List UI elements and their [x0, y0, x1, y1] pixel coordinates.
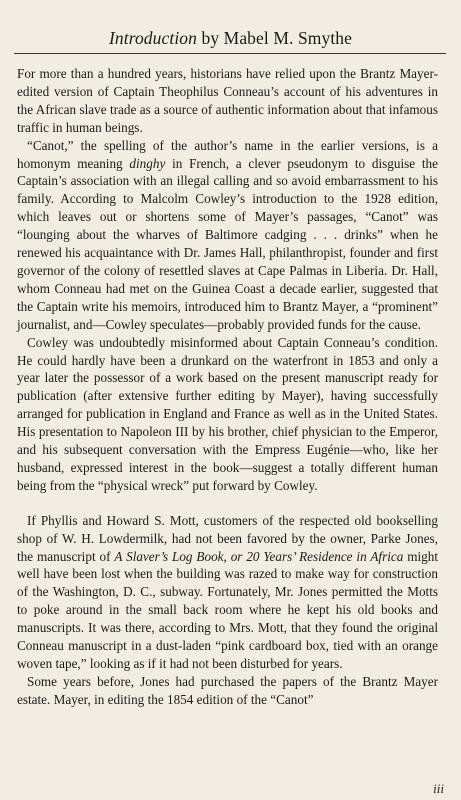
- text-run: in French, a clever pseudonym to disguise the Captain’s association with an illegal calling and so avoid embarrassment to his family. According to Malcolm Cowley’s introduction to the 1928 edition, which leaves out or shortens some of Mayer’s passages, “Canot” was “lounging about the wharves of Baltimore cadging . . . drinks” when he renewed his acquaintance with Dr. James Hall, philanthropist, founder and first governor of the colony of resettled slaves at Cape Palmas in Liberia. Dr. Hall, whom Conneau had met on the Guinea Coast a decade earlier, suggested that the Captain write his memoirs, introduced him to Brantz Mayer, a “prominent” journalist, and—Cowley speculates—probably provided funds for the cause.: [17, 155, 438, 332]
- paragraph: [17, 512, 438, 673]
- text-run: For more than a hundred years, historians have relied upon the Brantz Mayer-edited version of Captain Theophilus Conneau’s account of his adventures in the African slave trade as a source of authentic information about that infamous traffic in human beings.: [17, 66, 438, 135]
- page-number: iii: [433, 781, 444, 796]
- paragraph: [17, 334, 438, 495]
- paragraph: [17, 673, 438, 709]
- heading-byline: by Mabel M. Smythe: [201, 28, 353, 48]
- paragraph: [17, 65, 438, 137]
- text-run: If Phyllis and Howard S. Mott, customers of the respected old bookselling shop of W. H. Lowdermilk, had not been favored by the owner, Parke Jones, the manuscript of: [17, 512, 438, 564]
- text-run: “Canot,” the spelling of the author’s name in the earlier versions, is a homonym meaning: [17, 137, 438, 171]
- italic-text: A Slaver’s Log Book, or 20 Years’ Residence in Africa: [114, 548, 404, 564]
- text-run: Cowley was undoubtedly misinformed about Captain Conneau’s condition. He could hardly have been a drunkard on the waterfront in 1853 and only a year later the possessor of a work based on the present manuscript ready for publication (after extensive further editing by Mayer), having successfully arranged for publication in England and France as well as in the United States. His presentation to Napoleon III by his brother, chief physician to the Emperor, and his subsequent conversation with the Empress Eugénie—who, like her husband, expressed interest in the book—suggest a totally different human being from the “physical wreck” put forward by Cowley.: [17, 334, 438, 493]
- paragraph: [17, 137, 438, 334]
- text-run: might well have been lost when the building was razed to make way for construction of the Washington, D. C., subway. Fortunately, Mr. Jones permitted the Motts to poke around in the small back room where he kept his old books and manuscripts. It was there, according to Mrs. Mott, that they found the original Conneau manuscript in a dust-laden “pink cardboard box, tied with an orange woven tape,” looking as if it had not been disturbed for years.: [17, 548, 438, 671]
- chapter-heading: [0, 28, 461, 49]
- heading-title: Introduction: [108, 28, 197, 48]
- body-text: [17, 65, 438, 709]
- italic-text: dinghy: [129, 155, 166, 171]
- text-run: Some years before, Jones had purchased the papers of the Brantz Mayer estate. Mayer, in editing the 1854 edition of the “Canot”: [17, 673, 438, 707]
- heading-rule: [14, 53, 446, 54]
